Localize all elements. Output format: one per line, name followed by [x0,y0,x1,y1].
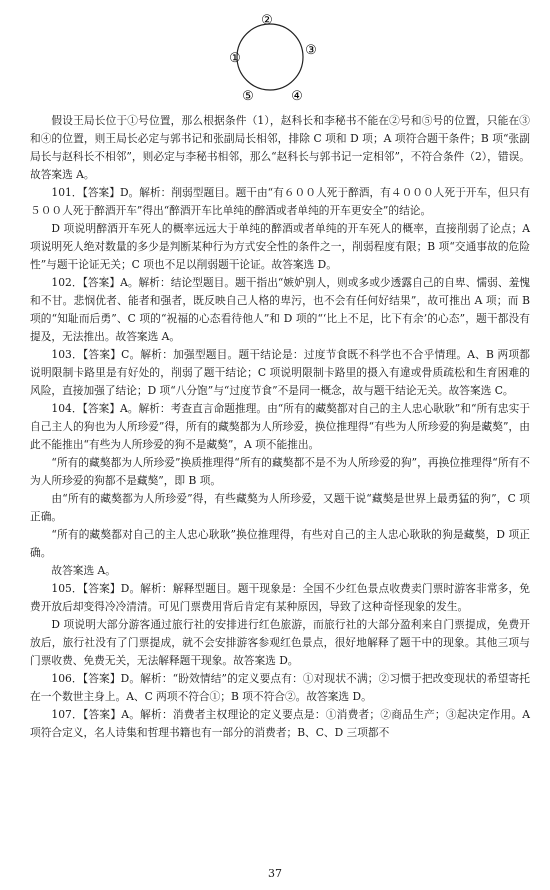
paragraph: “所有的藏獒都对自己的主人忠心耿耿”换位推理得，有些对自己的主人忠心耿耿的狗是藏獒，D 项正确。 [30,528,530,559]
answer-101: 101．【答案】D。解析：削弱型题目。题干由“有６００人死于醉酒，有４０００人死于开车，但只有５００人死于醉酒开车”得出“醉酒开车比单纯的醉酒或者单纯的开车更安全”的结论。 [30,186,530,217]
page-number: 37 [268,867,282,880]
answer-104: 104．【答案】A。解析：考查直言命题推理。由“所有的藏獒都对自己的主人忠心耿耿”和“所有忠实于自己主人的狗也为人所珍爱”得，所有的藏獒都为人所珍爱，换位推理得“有些为人所珍爱的狗是藏獒”，由此不能推出“有些为人所珍爱的狗不是藏獒”，A 项不能推出。 [30,402,530,451]
answer-107: 107．【答案】A。解析：消费者主权理论的定义要点是：①消费者；②商品生产；③起决定作用。A 项符合定义，名人诗集和哲理书籍也有一部分的消费者；B、C、D 三项都不 [30,708,530,739]
round-table-circle [237,24,303,90]
paragraph: D 项说明大部分游客通过旅行社的安排进行红色旅游，而旅行社的大部分盈利来自门票提成，免费开放后，旅行社没有了门票提成，就不会安排游客参观红色景点，很好地解释了题干中的现象。其他三项与门票收费、免费无关，无法解释题干现象。故答案选 D。 [30,618,530,667]
seat-label-2: ② [261,13,273,28]
paragraph: 由“所有的藏獒都为人所珍爱”得，有些藏獒为人所珍爱，又题干说“藏獒是世界上最勇猛的狗”，C 项正确。 [30,492,530,523]
answer-105: 105．【答案】D。解析：解释型题目。题干现象是：全国不少红色景点收费卖门票时游客非常多，免费开放后却变得冷冷清清。可见门票费用背后肯定有某种原因，导致了这种奇怪现象的发生。 [30,582,530,613]
answer-102: 102．【答案】A。解析：结论型题目。题干指出“嫉妒别人，则或多或少透露自己的自卑、懦弱、羞愧和不甘。悲悯优者、能者和强者，既反映自己人格的卑污，也不会有任何好结果”，故可推出 A 项；而 B 项的“知耻而后勇”、C 项的“祝福的心态看待他人”和 D 项的“‘比上不足，比下有余’的心态”，题干都没有提及，无法推出。故答案选 A。 [30,276,530,343]
seating-diagram [0,0,550,108]
answer-103: 103．【答案】C。解析：加强型题目。题干结论是：过度节食既不科学也不合乎情理。A、B 两项都说明限制卡路里是有好处的，削弱了题干结论；C 项说明限制卡路里的摄入有違或骨质疏松和生育困难的风险，直接加强了结论；D 项“八分饱”与“过度节食”不是同一概念，故与题干结论无关。故答案选 C。 [30,348,530,397]
paragraph: D 项说明醉酒开车死人的概率远远大于单纯的醉酒或者单纯的开车死人的概率，直接削弱了论点；A 项说明死人绝对数量的多少是判断某种行为方式安全性的条件之一，削弱程度有限；B 项“交通事故的危险性”与题干论证无关；C 项也不足以削弱题干论证。故答案选 D。 [30,222,530,271]
seat-label-1: ① [229,51,241,66]
paragraph: “所有的藏獒都为人所珍爱”换质推理得“所有的藏獒都不是不为人所珍爱的狗”，再换位推理得“所有不为人所珍爱的狗都不是藏獒”，即 B 项。 [30,456,530,487]
answer-explanations [30,112,530,742]
paragraph: 故答案选 A。 [51,564,116,577]
seat-label-5: ⑤ [242,89,254,104]
seat-label-3: ③ [305,43,317,58]
answer-106: 106．【答案】D。解析：“盼效情结”的定义要点有：①对现状不满；②习惯于把改变现状的希望寄托在一个数世主身上。A、C 两项不符合①；B 项不符合②。故答案选 D。 [30,672,530,703]
paragraph: 假设王局长位于①号位置，那么根据条件（1），赵科长和李秘书不能在②号和⑤号的位置，只能在③和④的位置，则王局长必定与郭书记和张副局长相邻，排除 C 项和 D 项；A 项符合题干条件；B 项“张副局长与赵科长不相邻”，则必定与李秘书相邻，那么“赵科长与郭书记一定相邻”，不符合条件（2），错误。故答案选 A。 [30,114,530,181]
seat-label-4: ④ [291,89,303,104]
